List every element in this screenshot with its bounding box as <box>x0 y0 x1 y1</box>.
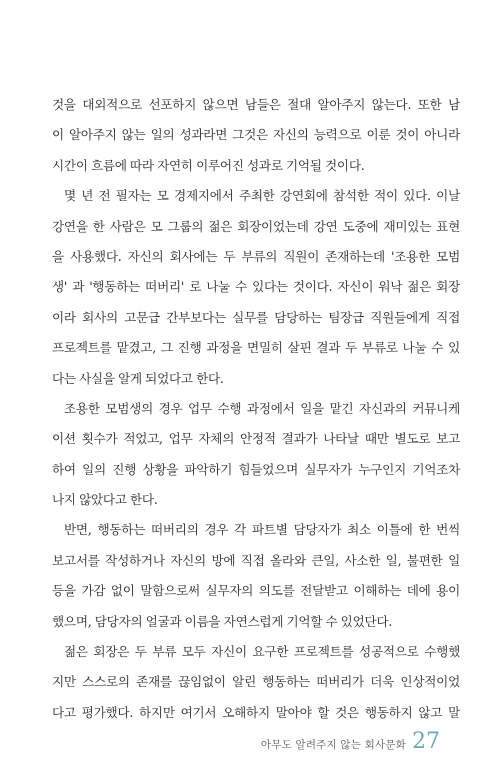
text-line: 이라 회사의 고문급 간부보다는 실무를 담당하는 팀장급 직원들에게 직접 <box>52 309 460 325</box>
text-line: 생' 과 '행동하는 떠버리' 로 나눌 수 있다는 것이다. 자신이 워낙 젊은 회장 <box>52 279 460 295</box>
text-line: 반면, 행동하는 떠버리의 경우 각 파트별 담당자가 최소 이틀에 한 번씩 <box>64 522 460 538</box>
text-line: 했으며, 담당자의 얼굴과 이름을 자연스럽게 기억할 수 있었단다. <box>52 613 393 629</box>
text-line: 보고서를 작성하거나 자신의 방에 직접 올라와 큰일, 사소한 일, 불편한 일 <box>52 552 460 568</box>
page-number: 27 <box>412 729 440 754</box>
text-line: 이 알아주지 않는 일의 성과라면 그것은 자신의 능력으로 이룬 것이 아니라 <box>52 127 460 143</box>
text-line: 나지 않았다고 한다. <box>52 492 158 508</box>
text-line: 지만 스스로의 존재를 끊임없이 알린 행동하는 떠버리가 더욱 인상적이었 <box>52 674 460 690</box>
page-footer <box>261 729 440 754</box>
text-line: 프로젝트를 맡겼고, 그 진행 과정을 면밀히 살핀 결과 두 부류로 나눌 수 있 <box>52 340 460 356</box>
text-line: 이션 횟수가 적었고, 업무 자체의 안정적 결과가 나타날 때만 별도로 보고 <box>52 431 460 447</box>
text-line: 다고 평가했다. 하지만 여기서 오해하지 말아야 할 것은 행동하지 않고 말 <box>52 704 460 720</box>
running-title: 아무도 알려주지 않는 회사문화 <box>260 739 406 751</box>
body-text <box>52 90 460 728</box>
text-line: 조용한 모범생의 경우 업무 수행 과정에서 일을 맡긴 자신과의 커뮤니케 <box>64 400 460 416</box>
text-line: 몇 년 전 필자는 모 경제지에서 주최한 강연회에 참석한 적이 있다. 이날 <box>64 188 460 204</box>
text-line: 시간이 흐름에 따라 자연히 이루어진 성과로 기억될 것이다. <box>52 157 365 173</box>
text-line: 강연을 한 사람은 모 그룹의 젊은 회장이었는데 강연 도중에 재미있는 표현 <box>52 218 460 234</box>
text-line: 다는 사실을 알게 되었다고 한다. <box>52 370 224 386</box>
text-line: 젊은 회장은 두 부류 모두 자신이 요구한 프로젝트를 성공적으로 수행했 <box>64 644 460 660</box>
text-line: 등을 가감 없이 말함으로써 실무자의 의도를 전달받고 이해하는 데에 용이 <box>52 583 460 599</box>
text-line: 하여 일의 진행 상황을 파악하기 힘들었으며 실무자가 누구인지 기억조차 <box>52 461 460 477</box>
text-line: 을 사용했다. 자신의 회사에는 두 부류의 직원이 존재하는데 '조용한 모범 <box>52 248 460 264</box>
text-line: 것을 대외적으로 선포하지 않으면 남들은 절대 알아주지 않는다. 또한 남 <box>52 97 460 112</box>
